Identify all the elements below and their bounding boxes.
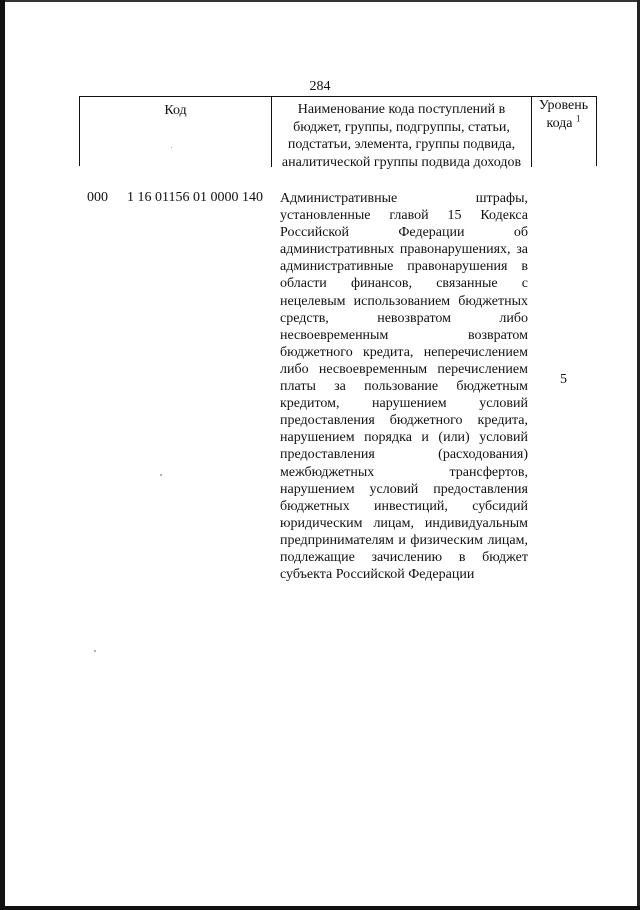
- header-level-line: Уровень: [538, 98, 589, 113]
- header-name-line: Наименование кода поступлений в: [297, 102, 506, 117]
- description-line: средств, невозвратом либо: [280, 310, 528, 326]
- description-line: установленные главой 15 Кодекса: [280, 208, 528, 224]
- admin-code: 000: [87, 190, 108, 205]
- scan-speck: [171, 147, 172, 148]
- page-number: 284: [309, 79, 331, 94]
- income-code: 1 16 01156 01 0000 140: [127, 190, 263, 205]
- header-name-line: бюджет, группы, подгруппы, статьи,: [293, 119, 510, 135]
- description-line: либо несвоевременным перечислением: [280, 361, 528, 377]
- description-line: предпринимателям и физическим лицам,: [280, 532, 528, 548]
- description-line: субъекта Российской Федерации: [280, 567, 475, 583]
- description-line: Российской Федерации об: [280, 225, 528, 241]
- description-line: подлежащие зачислению в бюджет: [280, 549, 528, 565]
- description-line: несвоевременным возвратом: [280, 327, 528, 343]
- description-line: административные правонарушения в: [280, 259, 528, 275]
- scan-border-top: [0, 0, 640, 2]
- description-line: нарушением условий предоставления: [280, 481, 528, 497]
- income-description: [280, 190, 528, 583]
- scan-border-left: [0, 0, 5, 910]
- description-line: нарушением порядка и (или) условий: [280, 430, 528, 446]
- description-line: нецелевым использованием бюджетных: [280, 293, 528, 309]
- header-level-word: кода: [546, 115, 573, 131]
- scan-speck: [94, 650, 96, 652]
- scan-speck: [160, 474, 162, 476]
- description-line: Административные штрафы,: [280, 191, 528, 206]
- description-line: области финансов, связанные с: [280, 276, 528, 292]
- scan-border-bottom: [0, 906, 640, 910]
- description-line: межбюджетных трансфертов,: [280, 464, 528, 480]
- table-header: [79, 96, 597, 170]
- description-line: бюджетного кредита, неперечислением: [280, 344, 528, 360]
- header-name-line: подстатьи, элемента, группы подвида,: [287, 137, 516, 152]
- header-level-line: [532, 112, 595, 133]
- header-name-line: аналитической группы подвида доходов: [281, 154, 522, 170]
- description-line: юридическим лицам, индивидуальным: [280, 515, 528, 531]
- income-level: 5: [560, 372, 567, 387]
- description-line: бюджетных инвестиций, субсидий: [280, 498, 528, 514]
- description-line: предоставления бюджетного кредита,: [280, 413, 528, 429]
- footnote-mark: 1: [576, 112, 581, 123]
- header-code-cell: Код: [80, 97, 272, 167]
- description-line: кредитом, нарушением условий: [280, 396, 528, 412]
- header-name-cell: [272, 97, 532, 170]
- description-line: платы за пользование бюджетным: [280, 379, 528, 395]
- header-level-cell: [532, 97, 595, 167]
- description-line: предоставления (расходования): [280, 447, 528, 463]
- description-line: административных правонарушениях, за: [280, 242, 528, 258]
